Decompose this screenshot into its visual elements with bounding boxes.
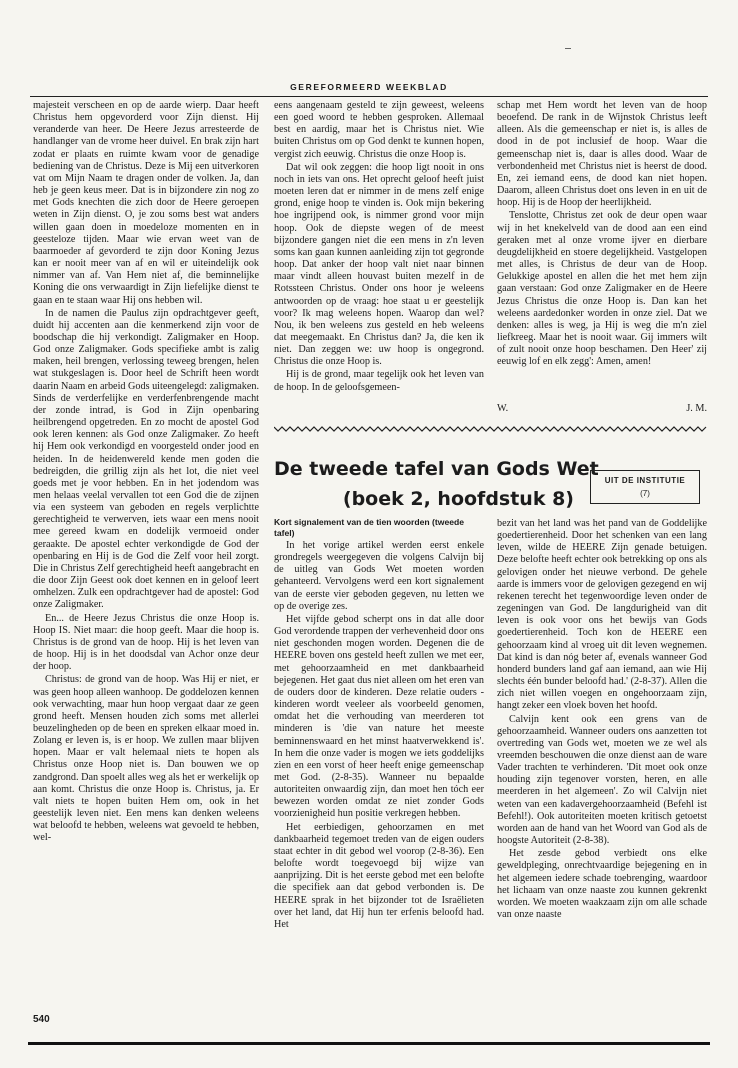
column-3: [497, 100, 707, 430]
paragraph: Het vijfde gebod scherpt ons in dat alle door God verordende trappen der verhevenheid door ons niet geschonden mogen worden. Degenen die de HEERE boven ons gesteld heeft zullen we met eer, met gehoorzaamheid en met dankbaarheid bejegenen. Het gaat dus niet alleen om het eren van de ouders door de kinderen. Deze relatie ouders - kinderen wordt veeleer als voorbeeld genomen, omdat het die verhouding van meerderen tot minderen is 'die van nature het meeste beminnenswaard en het minst haatverwekkend is'. In hem die onze vader is mogen we iets goddelijks zien en een vorst of heer heeft enige gemeenschap met God. (2-8-35). Wanneer nu bepaalde autoriteiten onwaardig zijn, dan moet hen tóch eer bewezen worden omdat ze niet zonder Gods voorzienigheid hun positie verkregen hebben.: [274, 613, 484, 820]
paragraph: Calvijn kent ook een grens van de gehoorzaamheid. Wanneer ouders ons aanzetten tot overtreding van Gods wet, moeten we ze wel als vreemden beschouwen die onze dienst aan de ware Vader trachten te verhinderen. 'Dit moet ook onze houding zijn tegenover vorsten, heren, en alle meerderen in het algemeen'. Zo wil Calvijn niet weten van een kadavergehoorzaamheid (Befehl ist Befehl!). Ook autoriteiten moeten kritisch getoetst worden aan de hand van het Woord van God als de hoogste Autoriteit (2-8-38).: [497, 713, 707, 847]
page-number: 540: [33, 1014, 50, 1025]
column-5: [497, 518, 707, 1000]
title-line: De tweede tafel van Gods Wet: [274, 458, 599, 480]
paragraph: majesteit verscheen en op de aarde wierp. Daar heeft Christus hem opgevorderd voor Zijn dienst. Hij veranderde van heer. De Heere Jezus arresteerde de handlanger van de vrome heer duivel. En brak zijn hart zodat er plaats en ruimte kwam voor de genadige bediening van de Christus. Deze is Mij een uitverkoren vat om Mijn Naam te dragen onder de volken. Ja, dan heb je geen keus meer. Dat is in bijzondere zin nog zo met Gods knechten die zich door de Heere geroepen weten in Zijn dienst. O, je zou soms best wat anders willen gaan doen in moedeloze momenten en in geesteloze tijden. Maar wie ervan weet van de baarmoeder af gevorderd te zijn door Koning Jezus kan er nooit meer van af en wil er uiteindelijk ook nimmer van af. Van Hem niet af, die beminnelijke Koning die ons verwaardigt in Zijn liefelijke dienst te gaan en te staan waar Hij ons hebben wil.: [33, 100, 259, 306]
paragraph: Hij is de grond, maar tegelijk ook het leven van de hoop. In de geloofsgemeen-: [274, 369, 484, 393]
paragraph: eens aangenaam gesteld te zijn geweest, weleens een goed woord te hebben gesproken. Allemaal best en aardig, maar het is Christus niet. Wie buiten Christus om op God denkt te kunnen hopen, vergist zich eeuwig. Christus die onze Hoop is.: [274, 100, 484, 160]
paragraph: Christus: de grond van de hoop. Was Hij er niet, er was geen hoop alleen wanhoop. De goddelozen kennen ook verwachting, maar hun hoop vergaat daar ze geen grond heeft. Mensen houden zich soms met allerlei beuzelingheden op de been en spreken elkaar moed in. Zolang er leven is, is er hoop. We zullen maar blijven hopen. Maar er valt helemaal niets te hopen als Christus onze Hoop niet is. Dan bouwen we op zandgrond. Dan spoelt alles weg als het er werkelijk op aan komt. Christus die onze Hoop is. Christus, ja. Er valt niets te hopen buiten Hem om, ook in het geestelijk leven niet. Een mens kan denken weleens wat beloofd te hebben, weleens wat gevoeld te hebben, wel-: [33, 674, 259, 844]
column-4: [274, 540, 484, 1000]
paragraph: In het vorige artikel werden eerst enkele grondregels weergegeven die volgens Calvijn bij de uitleg van Gods Wet moeten worden gehanteerd. Vervolgens werd een kort signalement van de eerste vier geboden gegeven, nu letten we op de overige zes.: [274, 540, 484, 612]
column-1: [33, 100, 259, 1000]
paragraph: Dat wil ook zeggen: die hoop ligt nooit in ons noch in iets van ons. Het oprecht geloof heeft juist moeten leren dat er nimmer in de mens zelf enige grond, enige hoop te vinden is. Ook mijn bekering hoe ingrijpend ook, is nimmer grond voor mijn hoop. Ook de diepste wegen of de meest bijzondere gangen niet die een mens in z'n leven soms kan gaan kunnen aanleiding zijn tot gegronde hoop. Dat anker der hoop valt niet naar binnen maar vindt alleen houvast buiten mezelf in de Rotssteen Christus. Onder ons hoor je weleens antwoorden op de vraag: hoe staat u er geestelijk voor? Ik mag weleens hopen. Waarop dan wel? Nou, ik ben weleens zus gesteld en heb weleens dat meegemaakt. En Christus dan? Ja, die ken ik niet. Dan zeggen we: uw hoop is ongegrond. Christus die onze Hoop is.: [274, 161, 484, 368]
margin-mark: [565, 48, 571, 49]
article-title: [274, 454, 599, 514]
header-rule: [30, 96, 708, 97]
zigzag-divider: [274, 426, 707, 432]
title-line: (boek 2, hoofdstuk 8): [342, 488, 574, 510]
paragraph: schap met Hem wordt het leven van de hoop beoefend. De rank in de Wijnstok Christus leeft alleen. Als die gemeenschap er niet is, is alles de dood in de pot inclusief de hoop. Waar die gemeenschap niet is, daar is alles dood. Waar de verbondenheid met Christus niet is heerst de dood. En, zei iemand eens, de dood kan niet hopen. Daarom, alleen Christus doet ons leven in en uit de hoop. Hij is de Hoop der heerlijkheid.: [497, 100, 707, 209]
series-label: UIT DE INSTITUTIE: [604, 476, 686, 485]
running-header: GEREFORMEERD WEEKBLAD: [290, 82, 448, 92]
series-number: (7): [640, 489, 650, 498]
signature-author: J. M.: [686, 403, 707, 414]
paragraph: Het eerbiedigen, gehoorzamen en met dankbaarheid tegemoet treden van de eigen ouders staat echter in dit gebod wel voorop (2-8-36). Een belofte wordt toegevoegd bij wijze van aanprijzing. Dit is het eerste gebod met een belofte die specifiek aan dat gebod verbonden is. De HEERE sprak in het bijzonder tot de Israëlieten over het land, dat Hij hun ter erfenis beloofd had. Het: [274, 821, 484, 930]
paragraph: Tenslotte, Christus zet ook de deur open waar wij in het knekelveld van de dood aan een eind geraken met al onze vrome ijver en dierbare deugdelijkheid en stoere degelijkheid. Vastgelopen met alles, is Christus de deur van de Hoop. Gelukkige apostel en allen die het met hem zijn gaan verstaan: God onze Zaligmaker en de Heere Jezus Christus die onze Hoop is. Dan kan het weleens aardedonker worden in onze ziel. Dat we denken: alles is weg, ja Hij is weg die m'n ziel liefkreeg. Maar het is nooit waar. Gij immers wilt of zult nooit onze hoop beschamen. Den Heer' zij eeuwig lof en elk zegg': Amen, amen!: [497, 210, 707, 368]
paragraph: In de namen die Paulus zijn opdrachtgever geeft, duidt hij accenten aan die kenmerkend zijn voor de boodschap die hij verkondigt. Zaligmaker en Hoop. God onze Zaligmaker. Gods specifieke ambt is zalig maken, heil brengen, verlossing teweeg brengen, helen wat stukgeslagen is. Door heel de Schrift heen wordt daarin Naam en arbeid Gods uiteengelegd: zaligmaken. Sinds de verderfelijke en verderfenbrengende macht der zonde intrad, is God in Zijn openbaring heilbrengend opgetreden. En zo mocht de apostel God ook leren kennen: als God onze Zaligmaker. Zo heeft hij Hem ook verkondigd en voorgesteld onder jood en heiden. In de heidenwereld kende men goden die bedreigden, die grillig zijn als het lot, die niet veel goeds met je voor hebben. En in het jodendom was men helaas veelal vervallen tot een God die de zijnen via een systeem van geboden en regels verplichtte gerechtigheid te verwerven, iets waar een mens nooit mee gereed kwam en dodelijk vermoeid onder geraakte. De apostel echter verkondigde de God der openbaring en Hij is de God die Zelf voor heil zorgt. Die in Christus Zelf gerechtigheid heeft aangebracht en die door Zijn Geest ook doet kennen en in geloof leert omhelzen. Zulk een opdrachtgever had de apostel: God onze Zaligmaker.: [33, 307, 259, 611]
footer-rule: [28, 1042, 710, 1045]
article-subheading: Kort signalement van de tien woorden (tweede tafel): [274, 517, 465, 538]
paragraph: Het zesde gebod verbiedt ons elke geweldpleging, onrechtvaardige bejegening en in het algemeen iedere schade toebrenging, waardoor het lichaam van onze naaste zou kunnen gekrenkt worden. We moeten waakzaam zijn om alle schade van onze naaste: [497, 848, 707, 920]
paragraph: En... de Heere Jezus Christus die onze Hoop is. Hoop IS. Niet maar: die hoop geeft. Maar die hoop is. Christus is de grond van de hoop. Hij is het leven van de hoop. Hij is in het doodsdal van Achor onze deur der hoop.: [33, 612, 259, 673]
series-box: [590, 470, 700, 504]
signature: [497, 403, 707, 414]
paragraph: bezit van het land was het pand van de Goddelijke goedertierenheid. Door het schenken van een lang leven, wilde de HEERE Zijn genade betuigen. Deze belofte heeft echter ook betrekking op ons als gelovigen onder het nieuwe verbond. De gehele aarde is immers voor de gelovigen gezegend en wij rekenen terecht het tegenwoordige leven onder de zegeningen van God. De langdurigheid van dit leven is ook voor ons het bewijs van Gods goedertierenheid. Toch kon de HEERE een gehoorzaam kind al vroeg uit dit leven wegnemen. Dat kind is dan nóg beter af, evenals wanneer God honderd bunders land gaf aan iemand, aan wie Hij slechts één bunder beloofd had.' (2-8-37). Allen die zich niet willen voegen en ongehoorzaam zijn, hangt zeker een vloek boven het hoofd.: [497, 518, 707, 712]
signature-initial: W.: [497, 403, 509, 414]
column-2: [274, 100, 484, 430]
